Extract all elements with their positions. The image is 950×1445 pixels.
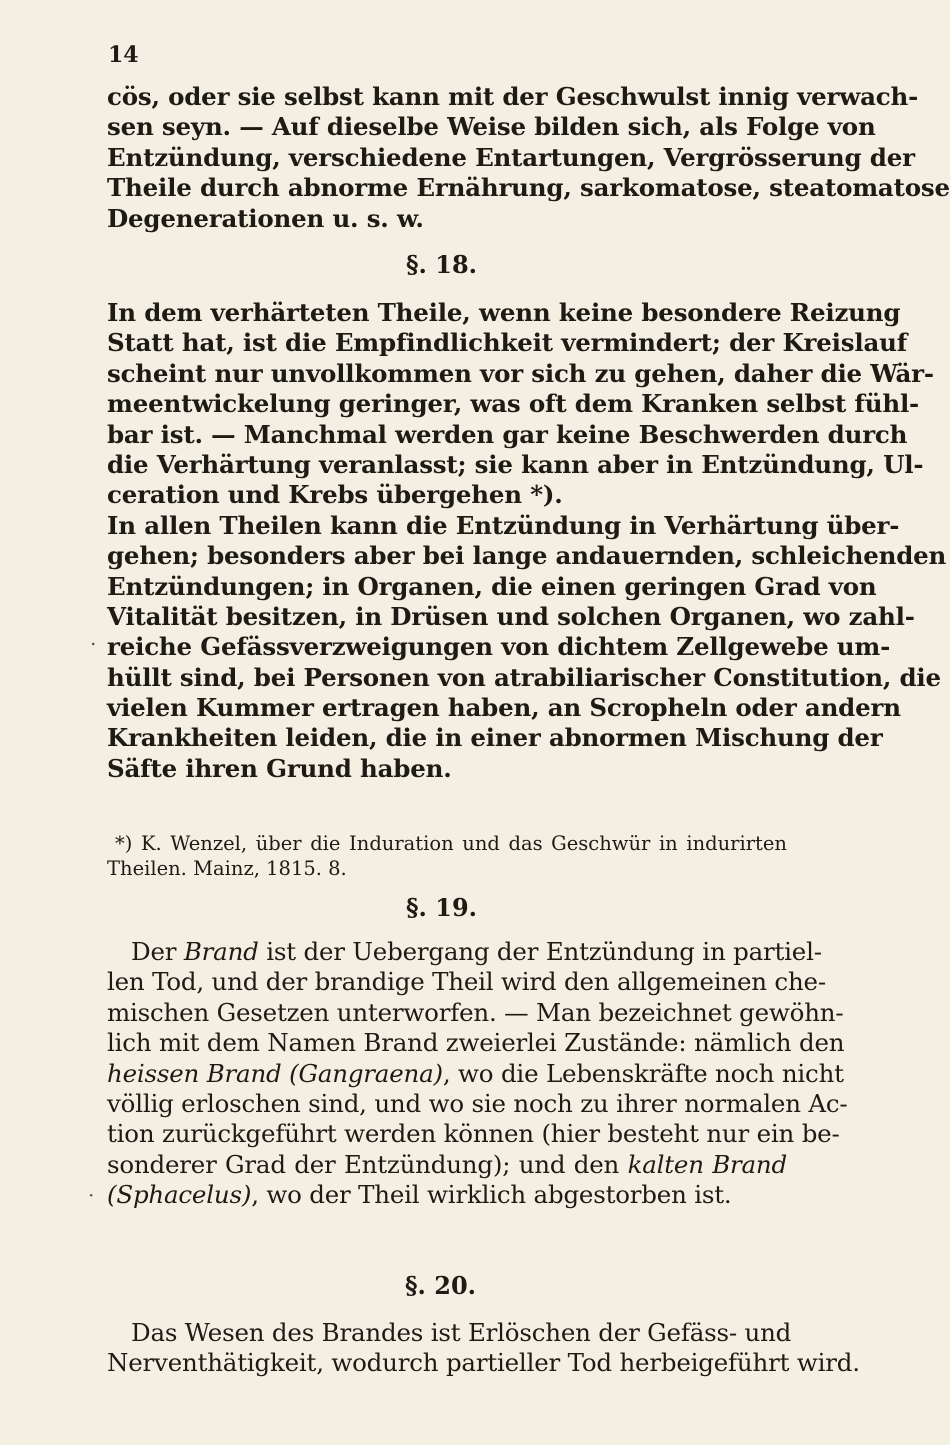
text-line: Vitalität besitzen, in Drüsen und solchen Organen, wo zahl- [107,601,915,631]
text-line: Entzündung, verschiedene Entartungen, Vergrösserung der [107,142,915,172]
text-line: gehen; besonders aber bei lange andauernden, schleichenden [107,541,947,571]
page-number: 14 [108,42,139,68]
text-line: cös, oder sie selbst kann mit der Geschwulst innig verwach- [107,82,919,111]
margin-mark: · [88,1183,95,1207]
emphasis-sphacelus: (Sphacelus) [107,1180,252,1210]
text-line: Das Wesen des Brandes ist Erlöschen der Gefäss- und [131,1318,792,1347]
text-line: hüllt sind, bei Personen von atrabiliarischer Constitution, die [107,662,941,692]
emphasis-kalter-brand: kalten Brand [627,1149,787,1179]
text-line: scheint nur unvollkommen vor sich zu gehen, daher die Wär- [107,358,934,388]
footnote-line: Theilen. Mainz, 1815. 8. [107,857,347,880]
text-line: Nerventhätigkeit, wodurch partieller Tod herbeigeführt wird. [107,1348,860,1378]
text-run: , wo die Lebenskräfte noch nicht [442,1058,844,1088]
text-run: Der [131,937,184,966]
section-heading-19: §. 19. [406,893,478,922]
text-line: meentwickelung geringer, was oft dem Kranken selbst fühl- [107,389,920,419]
text-line: Theile durch abnorme Ernährung, sarkomatose, steatomatose [107,173,950,203]
footnote-line: *) K. Wenzel, über die Induration und das Geschwür in indurirten [115,832,787,855]
text-line: Statt hat, ist die Empfindlichkeit vermindert; der Kreislauf [107,328,908,358]
footnote [107,831,787,881]
text-line [107,1150,787,1180]
text-line: Degenerationen u. s. w. [107,203,424,233]
text-line: Entzündungen; in Organen, die einen geringen Grad von [107,571,877,601]
text-line: die Verhärtung veranlasst; sie kann aber in Entzündung, Ul- [107,449,924,479]
text-run: ist der Uebergang der Entzündung in partiel- [258,937,822,966]
text-line: mischen Gesetzen unterworfen. — Man bezeichnet gewöhn- [107,997,844,1027]
section-heading-20: §. 20. [405,1271,477,1300]
text-line: len Tod, und der brandige Theil wird den allgemeinen che- [107,967,826,997]
margin-mark: . [90,626,97,650]
text-line: bar ist. — Manchmal werden gar keine Beschwerden durch [107,419,908,449]
text-run: sonderer Grad der Entzündung); und den [107,1149,628,1179]
text-line: Säfte ihren Grund haben. [107,753,452,783]
text-line: reiche Gefässverzweigungen von dichtem Zellgewebe um- [107,632,891,662]
text-line: sen seyn. — Auf dieselbe Weise bilden sich, als Folge von [107,112,876,142]
section-19-body [107,937,848,1211]
text-line: lich mit dem Namen Brand zweierlei Zustände: nämlich den [107,1028,845,1058]
text-line: In allen Theilen kann die Entzündung in Verhärtung über- [107,510,900,540]
emphasis-heisser-brand: heissen Brand (Gangraena) [107,1058,443,1088]
text-line: völlig erloschen sind, und wo sie noch zu ihrer normalen Ac- [107,1088,848,1118]
text-line: In dem verhärteten Theile, wenn keine besondere Reizung [107,298,901,327]
intro-paragraph [107,82,950,234]
text-line [107,1058,844,1089]
section-18-body [107,298,947,784]
text-run: , wo der Theil wirklich abgestorben ist. [251,1180,732,1210]
text-line: tion zurückgeführt werden können (hier besteht nur ein be- [107,1119,840,1149]
section-20-body [107,1318,860,1379]
text-line [107,937,822,967]
text-line: ceration und Krebs übergehen *). [107,480,563,510]
section-heading-18: §. 18. [406,250,478,279]
emphasis-brand: Brand [183,937,259,966]
text-line: Krankheiten leiden, die in einer abnormen Mischung der [107,723,883,753]
text-line [107,1180,787,1210]
text-line: vielen Kummer ertragen haben, an Scropheln oder andern [107,693,901,723]
